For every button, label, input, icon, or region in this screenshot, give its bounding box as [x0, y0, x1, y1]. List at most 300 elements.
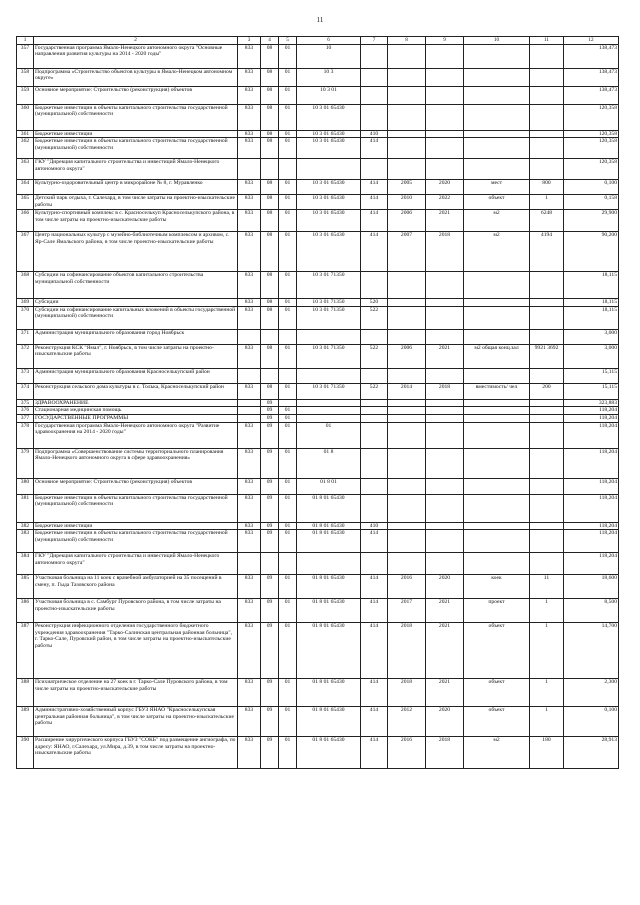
- item-name: Культурно-спортивный комплекс в с. Красноселькуп Красноселькупского района, в том числе затраты на проектно-изыскательские работы: [34, 210, 238, 232]
- row-number: 368: [17, 272, 34, 299]
- end-year: [426, 86, 464, 104]
- amount: 14,700: [564, 623, 619, 679]
- code-expense-type: [361, 329, 388, 344]
- code-expense-type: 414: [361, 180, 388, 195]
- row-number: 357: [17, 44, 34, 68]
- amount: 18,600: [564, 575, 619, 599]
- code-ministry: 833: [238, 422, 261, 448]
- code-ministry: 833: [238, 522, 261, 530]
- capacity-value: [530, 422, 564, 448]
- table-row: [17, 383, 619, 399]
- row-number: 383: [17, 530, 34, 553]
- capacity-value: [530, 138, 564, 159]
- code-section: 09: [261, 737, 279, 769]
- capacity-value: [530, 530, 564, 553]
- item-name: Участковая больница в с. Самбург Пуровского района, в том числе затраты на проектно-изыскательские работы: [34, 599, 238, 623]
- end-year: [426, 399, 464, 407]
- code-section: 08: [261, 180, 279, 195]
- code-target: 01 8 01 65430: [297, 599, 361, 623]
- capacity-value: 1: [530, 195, 564, 210]
- start-year: [388, 399, 426, 407]
- code-section: 08: [261, 104, 279, 130]
- code-section: 09: [261, 707, 279, 737]
- row-number: 358: [17, 68, 34, 86]
- amount: 0,158: [564, 195, 619, 210]
- capacity-unit: [464, 68, 530, 86]
- code-subsection: 01: [279, 679, 297, 707]
- table-row: [17, 68, 619, 86]
- start-year: [388, 422, 426, 448]
- item-name: Реконструкция сельского дома культуры в с. Толька, Красноселькупский район: [34, 383, 238, 399]
- code-section: 09: [261, 399, 279, 407]
- code-target: 10 3 01 71350: [297, 299, 361, 307]
- column-number: 7: [361, 37, 388, 45]
- code-expense-type: 522: [361, 383, 388, 399]
- code-subsection: 01: [279, 210, 297, 232]
- code-section: [261, 368, 279, 383]
- capacity-unit: проект: [464, 599, 530, 623]
- column-number: 2: [34, 37, 238, 45]
- code-expense-type: 414: [361, 138, 388, 159]
- code-subsection: 01: [279, 130, 297, 138]
- code-ministry: 833: [238, 130, 261, 138]
- code-target: 10: [297, 44, 361, 68]
- amount: 0,100: [564, 707, 619, 737]
- capacity-unit: коек: [464, 575, 530, 599]
- code-section: 08: [261, 130, 279, 138]
- capacity-unit: м2: [464, 210, 530, 232]
- item-name: Основное мероприятие: Строительство (реконструкция) объектов: [34, 86, 238, 104]
- code-section: [261, 553, 279, 575]
- code-expense-type: [361, 86, 388, 104]
- code-ministry: 833: [238, 494, 261, 522]
- code-subsection: 01: [279, 494, 297, 522]
- code-ministry: 833: [238, 679, 261, 707]
- amount: 118,204: [564, 522, 619, 530]
- code-expense-type: 414: [361, 599, 388, 623]
- code-subsection: [279, 368, 297, 383]
- code-ministry: 833: [238, 195, 261, 210]
- code-expense-type: 410: [361, 130, 388, 138]
- end-year: 2021: [426, 210, 464, 232]
- capacity-unit: [464, 159, 530, 180]
- amount: 29,900: [564, 210, 619, 232]
- code-section: 08: [261, 86, 279, 104]
- table-row: [17, 180, 619, 195]
- end-year: [426, 44, 464, 68]
- code-expense-type: 414: [361, 195, 388, 210]
- code-section: 09: [261, 599, 279, 623]
- capacity-unit: [464, 368, 530, 383]
- item-name: ГОСУДАРСТВЕННЫЕ ПРОГРАММЫ: [34, 414, 238, 422]
- code-target: 01 8 01 65430: [297, 575, 361, 599]
- row-number: 389: [17, 707, 34, 737]
- table-row: [17, 329, 619, 344]
- table-row: [17, 210, 619, 232]
- amount: 118,204: [564, 553, 619, 575]
- end-year: 2022: [426, 195, 464, 210]
- code-target: 10 3 01 65430: [297, 195, 361, 210]
- capacity-value: [530, 130, 564, 138]
- code-expense-type: [361, 159, 388, 180]
- row-number: 385: [17, 575, 34, 599]
- end-year: [426, 159, 464, 180]
- capacity-unit: [464, 399, 530, 407]
- amount: 118,204: [564, 422, 619, 448]
- end-year: 2021: [426, 599, 464, 623]
- table-row: [17, 737, 619, 769]
- code-ministry: 833: [238, 478, 261, 494]
- start-year: 2014: [388, 383, 426, 399]
- row-number: 370: [17, 306, 34, 329]
- end-year: [426, 494, 464, 522]
- row-number: 369: [17, 299, 34, 307]
- capacity-unit: объект: [464, 679, 530, 707]
- code-expense-type: 410: [361, 522, 388, 530]
- capacity-unit: [464, 494, 530, 522]
- code-target: 10 3 01 65430: [297, 130, 361, 138]
- column-number: 5: [279, 37, 297, 45]
- code-target: 10 3 01 71350: [297, 344, 361, 368]
- code-section: 08: [261, 44, 279, 68]
- code-subsection: 01: [279, 138, 297, 159]
- amount: 18,115: [564, 272, 619, 299]
- code-expense-type: [361, 399, 388, 407]
- table-row: [17, 159, 619, 180]
- item-name: Стационарная медицинская помощь: [34, 407, 238, 415]
- code-section: 08: [261, 272, 279, 299]
- row-number: 364: [17, 180, 34, 195]
- code-subsection: 01: [279, 707, 297, 737]
- end-year: 2018: [426, 737, 464, 769]
- capacity-value: 1: [530, 679, 564, 707]
- start-year: 2005: [388, 180, 426, 195]
- row-number: 384: [17, 553, 34, 575]
- row-number: 372: [17, 344, 34, 368]
- row-number: 378: [17, 422, 34, 448]
- start-year: [388, 329, 426, 344]
- code-target: 10 3 01 65430: [297, 104, 361, 130]
- start-year: [388, 159, 426, 180]
- code-target: [297, 159, 361, 180]
- capacity-value: 800: [530, 180, 564, 195]
- amount: 120,358: [564, 104, 619, 130]
- code-target: [297, 553, 361, 575]
- item-name: Субсидии на софинансирование объектов капитального строительства муниципальной собственности: [34, 272, 238, 299]
- code-ministry: 833: [238, 383, 261, 399]
- table-row: [17, 599, 619, 623]
- code-ministry: 833: [238, 737, 261, 769]
- row-number: 367: [17, 232, 34, 272]
- row-number: 365: [17, 195, 34, 210]
- code-section: 09: [261, 575, 279, 599]
- table-row: [17, 494, 619, 522]
- code-target: 10 3 01 65430: [297, 210, 361, 232]
- code-target: [297, 368, 361, 383]
- code-target: 01 8 01 65430: [297, 737, 361, 769]
- code-ministry: 833: [238, 530, 261, 553]
- item-name: Реконструкция КСК "Ямал", г. Ноябрьск, в том числе затраты на проектно-изыскательские работы: [34, 344, 238, 368]
- code-subsection: 01: [279, 383, 297, 399]
- start-year: [388, 68, 426, 86]
- capacity-value: [530, 159, 564, 180]
- code-ministry: 833: [238, 68, 261, 86]
- row-number: 388: [17, 679, 34, 707]
- capacity-unit: объект: [464, 195, 530, 210]
- code-section: [261, 159, 279, 180]
- code-target: 10 3: [297, 68, 361, 86]
- item-name: Администрация муниципального образования Красноселькупский район: [34, 368, 238, 383]
- start-year: [388, 522, 426, 530]
- amount: 118,204: [564, 448, 619, 478]
- end-year: [426, 448, 464, 478]
- column-number: 3: [238, 37, 261, 45]
- table-row: [17, 575, 619, 599]
- table-row: [17, 138, 619, 159]
- capacity-value: [530, 478, 564, 494]
- amount: 15,115: [564, 368, 619, 383]
- capacity-value: [530, 68, 564, 86]
- start-year: 2010: [388, 195, 426, 210]
- capacity-value: 9921 3692: [530, 344, 564, 368]
- code-expense-type: 414: [361, 707, 388, 737]
- column-number: 9: [426, 37, 464, 45]
- table-row: [17, 344, 619, 368]
- column-number-row: [17, 37, 619, 45]
- end-year: [426, 299, 464, 307]
- code-subsection: [279, 159, 297, 180]
- table-row: [17, 299, 619, 307]
- table-row: [17, 306, 619, 329]
- code-section: 09: [261, 494, 279, 522]
- code-target: 10 3 01 65430: [297, 180, 361, 195]
- row-number: 386: [17, 599, 34, 623]
- code-ministry: 833: [238, 210, 261, 232]
- row-number: 361: [17, 130, 34, 138]
- code-ministry: [238, 368, 261, 383]
- code-expense-type: 520: [361, 299, 388, 307]
- item-name: Административно-хозяйственный корпус ГБУЗ ЯНАО "Красноселькупская центральная районная больница", в том числе затраты на проектно-изыскательские работы: [34, 707, 238, 737]
- code-subsection: 01: [279, 86, 297, 104]
- end-year: 2021: [426, 679, 464, 707]
- code-subsection: 01: [279, 522, 297, 530]
- code-section: [261, 329, 279, 344]
- row-number: 359: [17, 86, 34, 104]
- capacity-unit: объект: [464, 623, 530, 679]
- code-subsection: 01: [279, 530, 297, 553]
- amount: 3,000: [564, 344, 619, 368]
- end-year: [426, 329, 464, 344]
- code-subsection: 01: [279, 44, 297, 68]
- code-ministry: 833: [238, 344, 261, 368]
- amount: 0,100: [564, 180, 619, 195]
- amount: 120,358: [564, 130, 619, 138]
- amount: 323,883: [564, 399, 619, 407]
- page-number: 11: [316, 16, 324, 24]
- code-expense-type: 414: [361, 737, 388, 769]
- start-year: [388, 130, 426, 138]
- column-number: 6: [297, 37, 361, 45]
- row-number: 376: [17, 407, 34, 415]
- table-row: [17, 679, 619, 707]
- code-ministry: [238, 329, 261, 344]
- code-section: 08: [261, 306, 279, 329]
- capacity-value: [530, 414, 564, 422]
- code-expense-type: [361, 494, 388, 522]
- capacity-value: [530, 329, 564, 344]
- code-ministry: 833: [238, 44, 261, 68]
- table-row: [17, 530, 619, 553]
- start-year: [388, 448, 426, 478]
- table-row: [17, 422, 619, 448]
- code-expense-type: [361, 407, 388, 415]
- code-ministry: [238, 407, 261, 415]
- table-row: [17, 232, 619, 272]
- code-expense-type: [361, 448, 388, 478]
- capacity-unit: [464, 86, 530, 104]
- capacity-value: [530, 368, 564, 383]
- item-name: Подпрограмма «Строительство объектов культуры в Ямало-Ненецком автономном округе»: [34, 68, 238, 86]
- table-row: [17, 623, 619, 679]
- end-year: [426, 138, 464, 159]
- row-number: 373: [17, 368, 34, 383]
- code-subsection: 01: [279, 599, 297, 623]
- capacity-unit: [464, 138, 530, 159]
- start-year: 2016: [388, 575, 426, 599]
- code-target: 01: [297, 422, 361, 448]
- amount: 118,204: [564, 478, 619, 494]
- capacity-unit: [464, 44, 530, 68]
- row-number: 382: [17, 522, 34, 530]
- end-year: [426, 104, 464, 130]
- code-section: 08: [261, 210, 279, 232]
- capacity-unit: [464, 329, 530, 344]
- capacity-unit: м2: [464, 737, 530, 769]
- end-year: [426, 522, 464, 530]
- row-number: 390: [17, 737, 34, 769]
- code-subsection: 01: [279, 68, 297, 86]
- end-year: [426, 68, 464, 86]
- amount: 138,473: [564, 86, 619, 104]
- capacity-value: [530, 44, 564, 68]
- code-expense-type: [361, 44, 388, 68]
- code-expense-type: 522: [361, 344, 388, 368]
- capacity-value: [530, 306, 564, 329]
- amount: 2,300: [564, 679, 619, 707]
- table-row: [17, 478, 619, 494]
- code-target: 10 3 01 65430: [297, 138, 361, 159]
- table-row: [17, 104, 619, 130]
- column-number: 4: [261, 37, 279, 45]
- start-year: [388, 478, 426, 494]
- capacity-unit: объект: [464, 707, 530, 737]
- code-expense-type: 414: [361, 530, 388, 553]
- item-name: Администрация муниципального образования город Ноябрьск: [34, 329, 238, 344]
- table-row: [17, 414, 619, 422]
- item-name: Участковая больница на 11 коек с врачебной амбулаторией на 35 посещений в смену, п. Гыда Тазовского района: [34, 575, 238, 599]
- code-subsection: 01: [279, 414, 297, 422]
- capacity-value: 1: [530, 623, 564, 679]
- capacity-unit: [464, 130, 530, 138]
- item-name: ГКУ "Дирекция капитального строительства и инвестиций Ямало-Ненецкого автономного округа": [34, 553, 238, 575]
- code-ministry: 833: [238, 707, 261, 737]
- capacity-value: [530, 104, 564, 130]
- capacity-value: [530, 448, 564, 478]
- start-year: 2018: [388, 679, 426, 707]
- code-subsection: 01: [279, 272, 297, 299]
- code-target: 01 8 01: [297, 478, 361, 494]
- row-number: 379: [17, 448, 34, 478]
- code-expense-type: [361, 478, 388, 494]
- row-number: 363: [17, 159, 34, 180]
- capacity-value: 6248: [530, 210, 564, 232]
- end-year: [426, 407, 464, 415]
- amount: 28,913: [564, 737, 619, 769]
- start-year: 2012: [388, 707, 426, 737]
- code-subsection: 01: [279, 232, 297, 272]
- code-target: [297, 407, 361, 415]
- row-number: 375: [17, 399, 34, 407]
- capacity-value: 11: [530, 575, 564, 599]
- column-number: 11: [530, 37, 564, 45]
- code-ministry: [238, 399, 261, 407]
- capacity-value: [530, 272, 564, 299]
- row-number: 366: [17, 210, 34, 232]
- code-target: [297, 399, 361, 407]
- code-target: 10 3 01: [297, 86, 361, 104]
- start-year: [388, 272, 426, 299]
- code-ministry: 833: [238, 599, 261, 623]
- code-expense-type: 414: [361, 575, 388, 599]
- item-name: Центр национальных культур с музейно-библиотечным комплексом и архивом, с. Яр-Сале Ямальского района, в том числе проектно-изыскательские работы: [34, 232, 238, 272]
- start-year: [388, 306, 426, 329]
- start-year: 2016: [388, 737, 426, 769]
- code-section: 08: [261, 138, 279, 159]
- table-row: [17, 707, 619, 737]
- code-target: 01 8 01 65430: [297, 522, 361, 530]
- code-section: 08: [261, 299, 279, 307]
- code-section: 09: [261, 407, 279, 415]
- budget-table: [16, 36, 619, 769]
- amount: 18,115: [564, 299, 619, 307]
- code-section: 08: [261, 383, 279, 399]
- capacity-unit: [464, 104, 530, 130]
- table-row: [17, 368, 619, 383]
- table-row: [17, 86, 619, 104]
- capacity-value: 1: [530, 599, 564, 623]
- item-name: Расширение хирургического корпуса ГБУЗ "СОКБ" под размещение ангиографа, по адресу: ЯНАО, г.Салехард, ул.Мира, д.39, в том числе затраты на проектно-изыскательские работы: [34, 737, 238, 769]
- code-section: 09: [261, 679, 279, 707]
- code-section: 08: [261, 68, 279, 86]
- amount: 138,473: [564, 44, 619, 68]
- end-year: [426, 530, 464, 553]
- code-expense-type: 414: [361, 210, 388, 232]
- table-row: [17, 195, 619, 210]
- table-row: [17, 130, 619, 138]
- end-year: 2020: [426, 180, 464, 195]
- item-name: Бюджетные инвестиции в объекты капитального строительства государственной (муниципальной) собственности: [34, 494, 238, 522]
- code-expense-type: [361, 104, 388, 130]
- amount: 18,115: [564, 306, 619, 329]
- item-name: Психиатрическое отделение на 27 коек в г. Тарко-Сале Пуровского района, в том числе затраты на проектно-изыскательские работы: [34, 679, 238, 707]
- item-name: Бюджетные инвестиции в объекты капитального строительства государственной (муниципальной) собственности: [34, 104, 238, 130]
- start-year: [388, 553, 426, 575]
- code-expense-type: 414: [361, 679, 388, 707]
- code-section: 09: [261, 623, 279, 679]
- item-name: Реконструкция инфекционного отделения государственного бюджетного учреждения здравоохранения "Тарко-Салинская центральная районная больница", г. Тарко-Сале, Пуровский район, в том числе затраты на проектно-изыскательские работы: [34, 623, 238, 679]
- item-name: Бюджетные инвестиции в объекты капитального строительства государственной (муниципальной) собственности: [34, 138, 238, 159]
- item-name: Бюджетные инвестиции: [34, 130, 238, 138]
